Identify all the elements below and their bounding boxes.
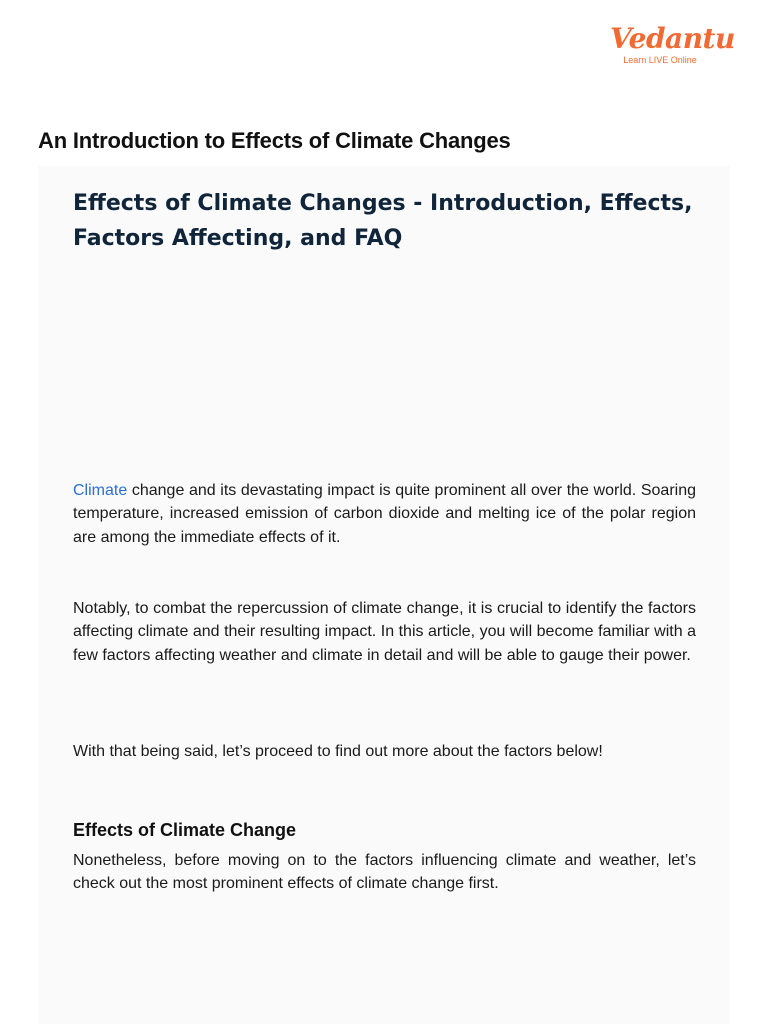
proceed-paragraph: With that being said, let’s proceed to find out more about the factors below!: [73, 743, 603, 760]
intro-paragraph: [73, 479, 696, 549]
climate-link[interactable]: Climate: [73, 482, 128, 499]
section-paragraph: Nonetheless, before moving on to the factors influencing climate and weather, let’s check out the most prominent effects of climate change first.: [73, 852, 696, 893]
article-title: Effects of Climate Changes - Introduction, Effects, Factors Affecting, and FAQ: [73, 191, 693, 251]
section-heading-effects: Effects of Climate Change: [73, 820, 297, 840]
logo-tagline: Learn LIVE Online: [623, 55, 697, 65]
intro-paragraph-text: change and its devastating impact is quite prominent all over the world. Soaring temperature, increased emission of carbon dioxide and melting ice of the polar region are among the immediate effects of it.: [73, 482, 696, 546]
vedantu-logo[interactable]: [610, 22, 735, 65]
combat-paragraph: Notably, to combat the repercussion of climate change, it is crucial to identify the factors affecting climate and their resulting impact. In this article, you will become familiar with a few factors affecting weather and climate in detail and will be able to gauge their power.: [73, 600, 696, 664]
page-title: An Introduction to Effects of Climate Changes: [38, 128, 511, 153]
logo-wordmark: Vedantu: [610, 22, 735, 55]
